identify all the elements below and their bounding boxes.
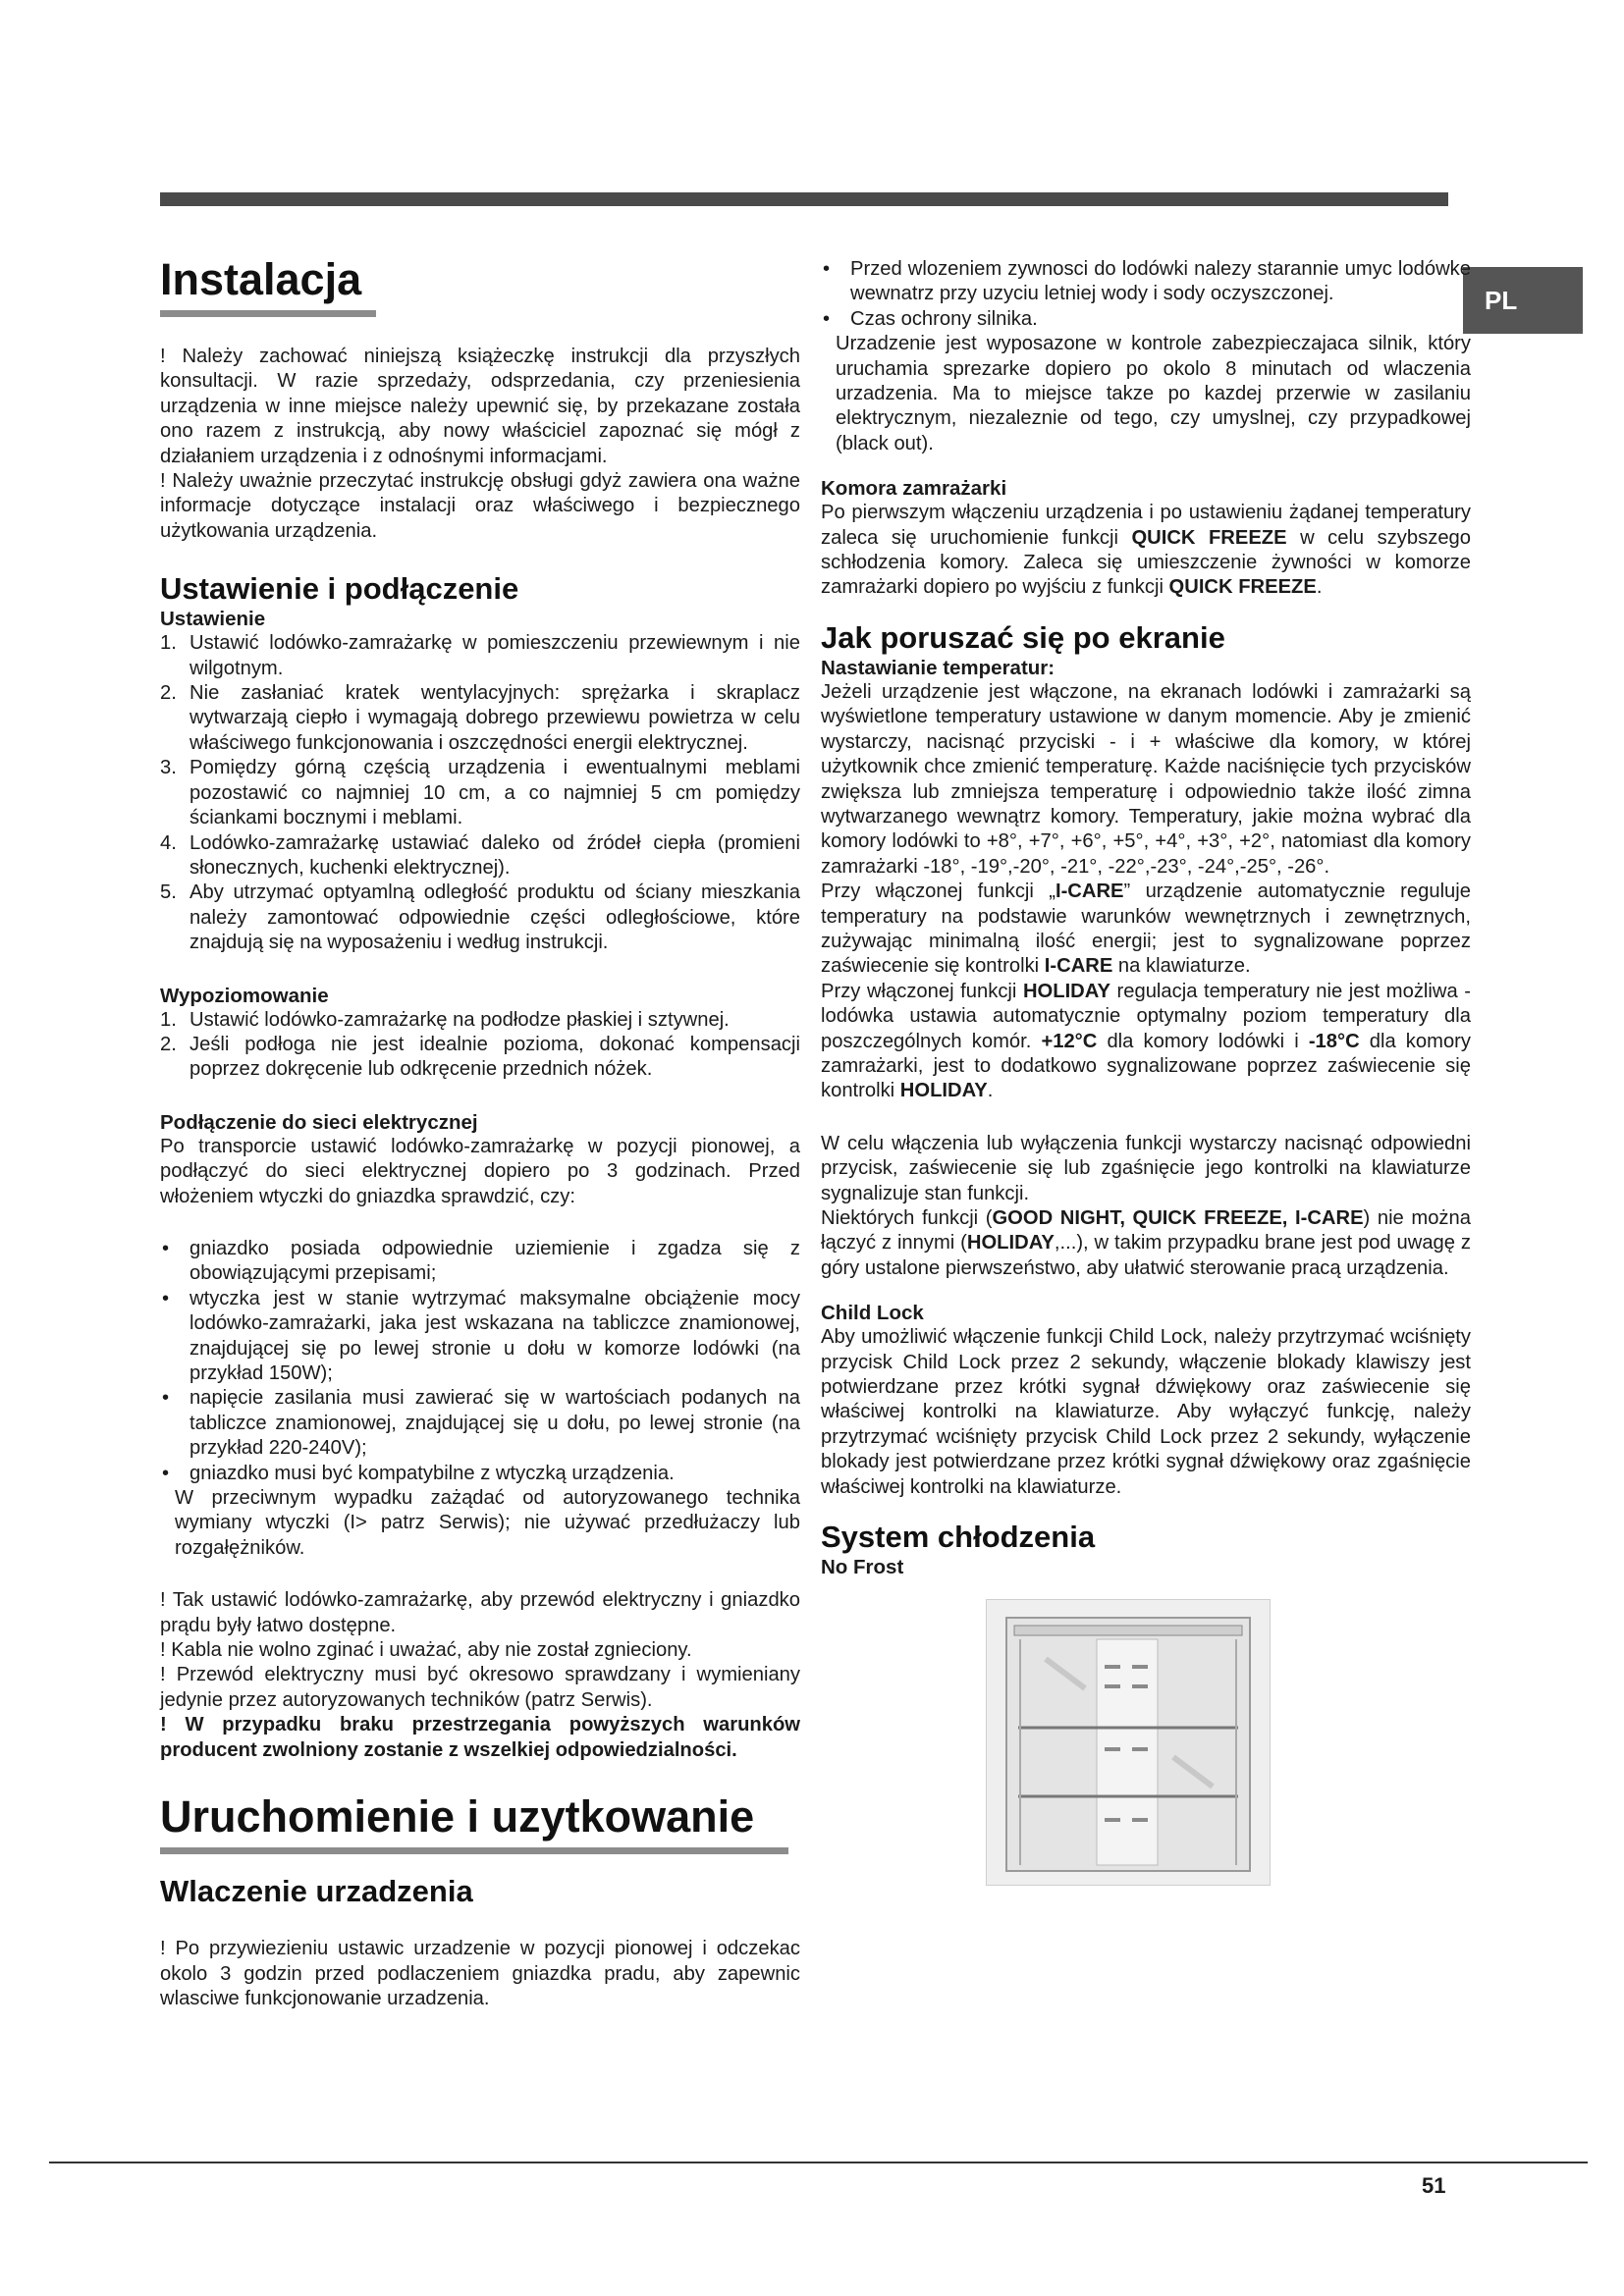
setup-list xyxy=(160,631,800,955)
cooling-subtitle: No Frost xyxy=(821,1556,904,1579)
warning-2: ! Kabla nie wolno zginać i uważać, aby nie został zgnieciony. xyxy=(160,1639,692,1662)
list-item: • Przed wlozeniem zywnosci do lodówki nalezy starannie umyc lodówke wewnatrz przy uzyciu letniej wody i sody oczyszczonej. xyxy=(821,257,1471,307)
electric-intro: Po transporcie ustawić lodówko-zamrażarkę w pozycji pionowej, a podłączyć do sieci elektrycznej dopiero po 3 godzinach. Przed włożeniem wtyczki do gniazdka sprawdzić, czy: xyxy=(160,1135,800,1207)
section-setup-title: Ustawienie i podłączenie xyxy=(160,571,519,607)
electric-title: Podłączenie do sieci elektrycznej xyxy=(160,1110,478,1134)
intro-paragraph-2: ! Należy uważnie przeczytać instrukcję obsługi gdyż zawiera ona ważne informacje dotyczące instalacji oraz właściwego i bezpiecznego użytkowania urządzenia. xyxy=(160,470,800,542)
list-item: 1. Ustawić lodówko-zamrażarkę w pomieszczeniu przewiewnym i nie wilgotnym. xyxy=(160,632,800,679)
list-item: 2. Jeśli podłoga nie jest idealnie pozioma, dokonać kompensacji poprzez dokręcenie lub odkręcenie przednich nóżek. xyxy=(160,1033,800,1081)
list-item: 3. Pomiędzy górną częścią urządzenia i ewentualnymi meblami pozostawić co najmniej 10 cm, a co najmniej 5 cm pomiędzy ściankami bocznymi i meblami. xyxy=(160,757,800,829)
section-start-title: Wlaczenie urzadzenia xyxy=(160,1874,473,1909)
right-column xyxy=(821,257,1471,1886)
language-tab: PL xyxy=(1463,267,1583,334)
list-item: 2. Nie zasłaniać kratek wentylacyjnych: sprężarka i skraplacz wytwarzają ciepło i wymagają dobrego przewiewu powietrza w celu właściwego funkcjonowania i oszczędności energii elektrycznej. xyxy=(160,682,800,754)
list-item: • wtyczka jest w stanie wytrzymać maksymalne obciążenie mocy lodówko-zamrażarki, jaka jest wskazana na tabliczce znamionowej, znajdującej się po lewej stronie u dołu w komorze lodówki (na przykład 150W); xyxy=(160,1287,800,1387)
prep-list xyxy=(821,257,1471,332)
child-lock-paragraph: Aby umożliwić włączenie funkcji Child Lock, należy przytrzymać wciśnięty przycisk Child Lock przez 2 sekundy, włączenie blokady klawiszy jest potwierdzane przez krótki sygnał dźwiękowy oraz zaświecenie się właściwej kontrolki na klawiaturze. Aby wyłączyć funkcję, należy przytrzymać wciśnięty przycisk Child Lock przez 2 sekundy, wyłączenie blokady jest potwierdzane przez krótki sygnał dźwiękowy oraz zgaśnięcie właściwej kontrolki na klawiaturze. xyxy=(821,1326,1471,1498)
warning-1: ! Tak ustawić lodówko-zamrażarkę, aby przewód elektryczny i gniazdko prądu były łatwo dostępne. xyxy=(160,1589,800,1636)
title-uruchomienie: Uruchomienie i uzytkowanie xyxy=(160,1790,788,1854)
list-item: 5. Aby utrzymać optyamlną odległość produktu od ściany mieszkania należy zamontować odpowiednie części odległościowe, które znajdują się na wyposażeniu i według instrukcji. xyxy=(160,881,800,954)
list-item: • napięcie zasilania musi zawierać się w wartościach podanych na tabliczce znamionowej, znajdującej się u dołu, po lewej stronie (na przykład 220-240V); xyxy=(160,1386,800,1461)
motor-protection-text: Urzadzenie jest wyposazone w kontrole zabezpieczajaca silnik, który uruchamia sprezarke dopiero po okolo 8 minutach od wlaczenia urzadzenia. Ma to miejsce takze po kazdej przerwie w zasilaniu elektrycznym, niezaleznie od tego, czy umyslnej, czy przypadkowej (black out). xyxy=(836,333,1471,454)
warning-bold: ! W przypadku braku przestrzegania powyższych warunków producent zwolniony zostanie z wszelkiej odpowiedzialności. xyxy=(160,1714,800,1761)
holiday-paragraph: Przy włączonej funkcji HOLIDAY regulacja temperatury nie jest możliwa - lodówka ustawia automatycznie optymalny poziom temperatury dla poszczególnych komór. +12°C dla komory lodówki i -18°C dla komory zamrażarki, jest to dodatkowo sygnalizowane poprzez zaświecenie się kontrolki HOLIDAY. xyxy=(821,980,1471,1102)
left-column xyxy=(160,253,800,2011)
leveling-list xyxy=(160,1008,800,1083)
nav-subtitle: Nastawianie temperatur: xyxy=(821,656,1056,679)
freezer-paragraph: Po pierwszym włączeniu urządzenia i po ustawieniu żądanej temperatury zaleca się uruchomienie funkcji QUICK FREEZE w celu szybszego schłodzenia komory. Zaleca się umieszczenie żywności w komorze zamrażarki dopiero po wyjściu z funkcji QUICK FREEZE. xyxy=(821,502,1471,599)
top-rule xyxy=(160,192,1448,206)
leveling-title: Wypoziomowanie xyxy=(160,984,329,1007)
freezer-title: Komora zamrażarki xyxy=(821,477,1007,501)
list-item: • Czas ochrony silnika. xyxy=(821,307,1471,332)
fridge-diagram xyxy=(987,1600,1270,1885)
list-item: 1. Ustawić lodówko-zamrażarkę na podłodze płaskiej i sztywnej. xyxy=(160,1008,730,1031)
warning-3: ! Przewód elektryczny musi być okresowo sprawdzany i wymieniany jedynie przez autoryzowanych techników (patrz Serwis). xyxy=(160,1664,800,1711)
section-cooling-title: System chłodzenia xyxy=(821,1520,1096,1555)
setup-subtitle: Ustawienie xyxy=(160,608,266,631)
title-instalacja: Instalacja xyxy=(160,253,376,317)
temperature-paragraph: Jeżeli urządzenie jest włączone, na ekranach lodówki i zamrażarki są wyświetlone temperatury ustawione w danym momencie. Aby je zmienić wystarczy, nacisnąć przyciski - i + właściwe dla komory, w której użytkownik chce zmienić temperaturę. Każde naciśnięcie tych przycisków zwiększa lub zmniejsza temperaturę i odpowiednio także ilość zimna wytwarzanego wewnątrz komory. Temperatury, jakie można wybrać dla komory lodówki to +8°, +7°, +6°, +5°, +4°, +3°, +2°, natomiast dla komory zamrażarki -18°, -19°,-20°, -21°, -22°,-23°, -24°,-25°, -26°. xyxy=(821,680,1471,878)
section-nav-title: Jak poruszać się po ekranie xyxy=(821,619,1225,655)
icare-paragraph: Przy włączonej funkcji „I-CARE” urządzenie automatycznie reguluje temperatury na podstawie warunków wewnętrznych i zewnętrznych, zużywając minimalną ilość energii; jest to sygnalizowane poprzez zaświecenie się kontrolki I-CARE na klawiaturze. xyxy=(821,881,1471,978)
toggle-paragraph: W celu włączenia lub wyłączenia funkcji wystarczy nacisnąć odpowiedni przycisk, zaświecenie się lub zgaśnięcie jego kontrolki na klawiaturze sygnalizuje stan funkcji. xyxy=(821,1132,1471,1204)
combination-paragraph: Niektórych funkcji (GOOD NIGHT, QUICK FREEZE, I-CARE) nie można łączyć z innymi (HOLIDAY,...), w takim przypadku brane jest pod uwagę z góry ustalone pierwszeństwo, aby ułatwić sterowanie pracą urządzenia. xyxy=(821,1207,1471,1279)
fridge-interior-illustration xyxy=(986,1599,1271,1886)
electric-note: W przeciwnym wypadku zażądać od autoryzowanego technika wymiany wtyczki (I> patrz Serwis); nie używać przedłużaczy lub rozgałężników. xyxy=(175,1487,800,1559)
page-number: 51 xyxy=(1422,2173,1446,2198)
list-item: • gniazdko posiada odpowiednie uziemienie i zgadza się z obowiązującymi przepisami; xyxy=(160,1237,800,1287)
bottom-rule xyxy=(49,2162,1588,2163)
start-paragraph: ! Po przywiezieniu ustawic urzadzenie w pozycji pionowej i odczekac okolo 3 godzin przed podlaczeniem gniazdka pradu, aby zapewnic wlasciwe funkcjonowanie urzadzenia. xyxy=(160,1938,800,2009)
child-lock-title: Child Lock xyxy=(821,1302,924,1325)
electric-checklist xyxy=(160,1237,800,1486)
list-item: • gniazdko musi być kompatybilne z wtyczką urządzenia. xyxy=(160,1462,800,1486)
list-item: 4. Lodówko-zamrażarkę ustawiać daleko od źródeł ciepła (promieni słonecznych, kuchenki elektrycznej). xyxy=(160,831,800,879)
intro-paragraph-1: ! Należy zachować niniejszą książeczkę instrukcji dla przyszłych konsultacji. W razie sprzedaży, odsprzedania, czy przeniesienia urządzenia w inne miejsce należy upewnić się, by przekazane została ono razem z instrukcją, aby nowy właściciel zapoznać się mógł z działaniem urządzenia i z odnośnymi informacjami. xyxy=(160,346,800,467)
